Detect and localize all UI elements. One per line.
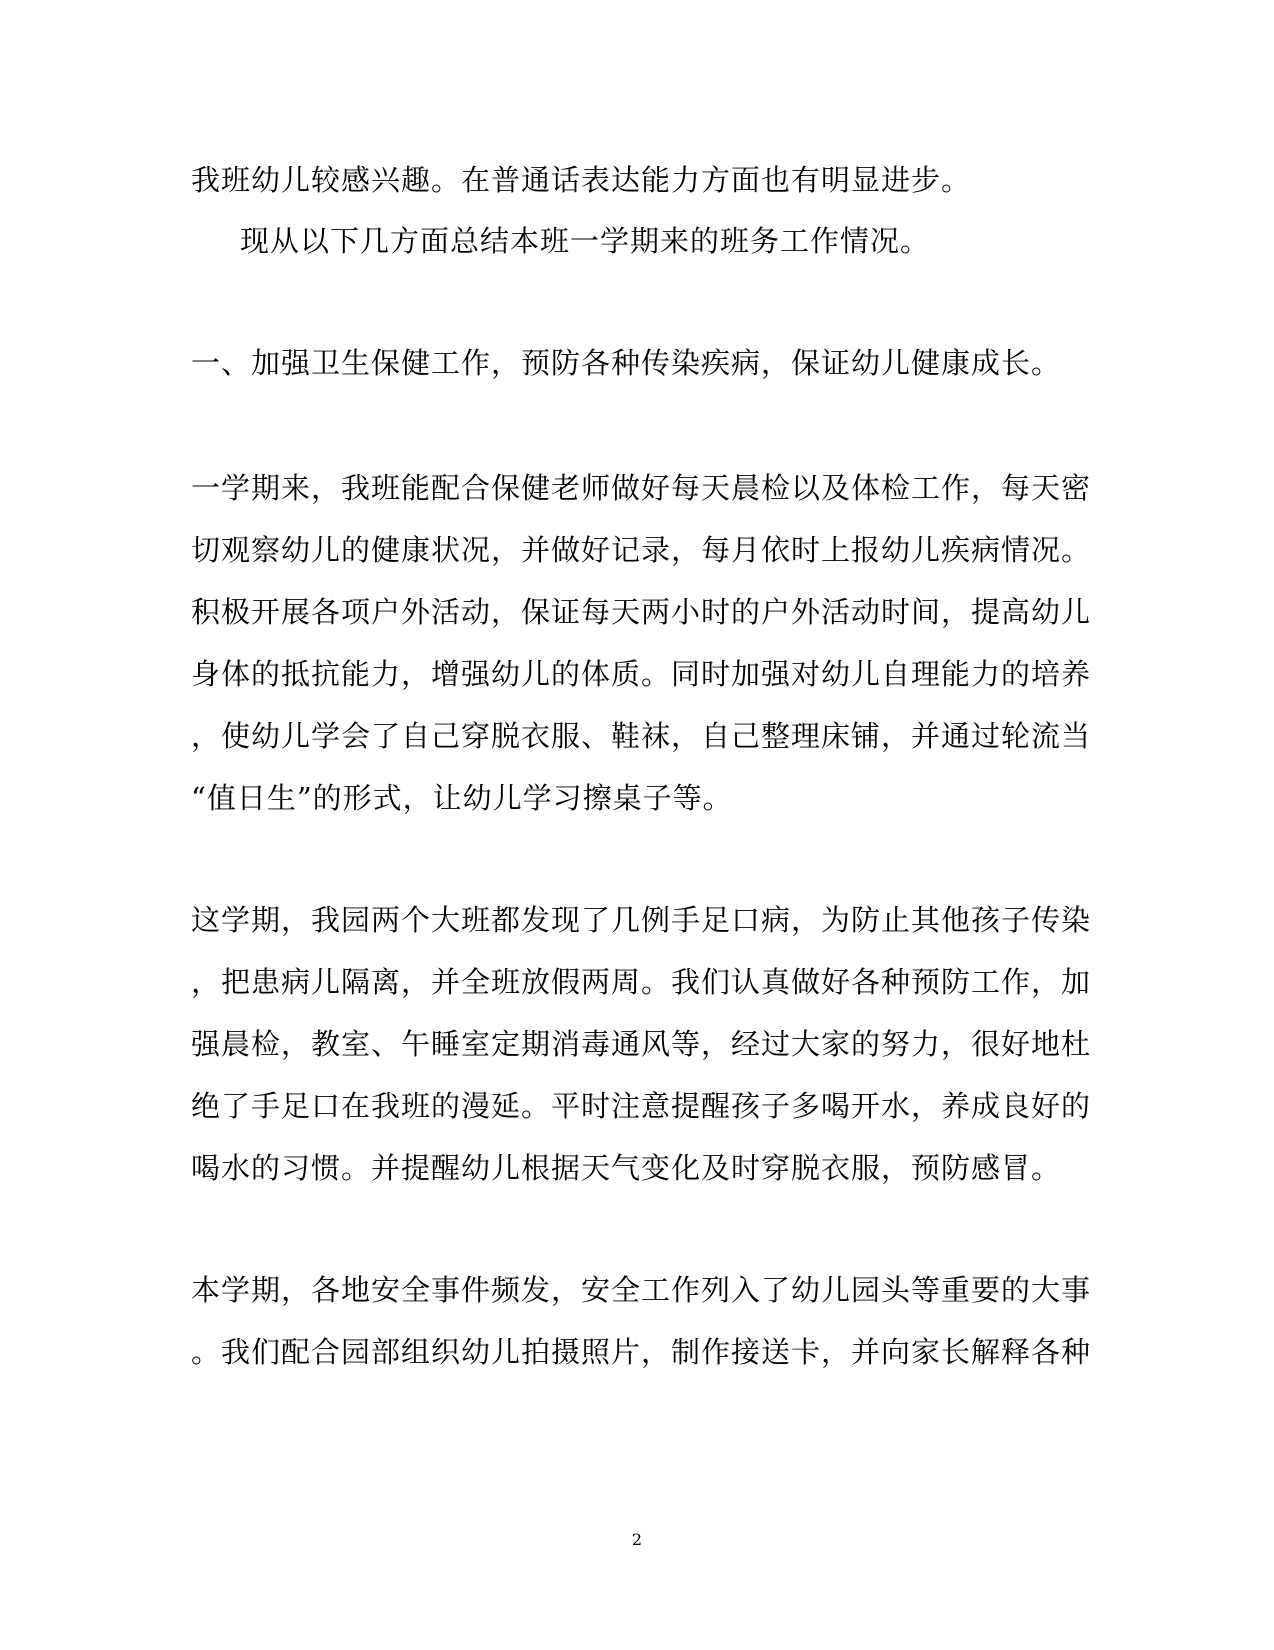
- page-number: 2: [631, 1530, 643, 1549]
- text-line: “值日生”的形式，让幼儿学习擦桌子等。: [191, 781, 733, 815]
- text-line: 我班幼儿较感兴趣。在普通话表达能力方面也有明显进步。: [191, 163, 972, 197]
- text-line: ，把患病儿隔离，并全班放假两周。我们认真做好各种预防工作，加: [191, 965, 1092, 999]
- text-line: 本学期，各地安全事件频发，安全工作列入了幼儿园头等重要的大事: [191, 1273, 1092, 1307]
- text-line: 这学期，我园两个大班都发现了几例手足口病，为防止其他孩子传染: [191, 903, 1092, 937]
- text-line: ，使幼儿学会了自己穿脱衣服、鞋袜，自己整理床铺，并通过轮流当: [191, 719, 1092, 753]
- text-line: 绝了手足口在我班的漫延。平时注意提醒孩子多喝开水，养成良好的: [191, 1089, 1092, 1123]
- text-line: 现从以下几方面总结本班一学期来的班务工作情况。: [240, 224, 931, 258]
- section-heading: 一、加强卫生保健工作，预防各种传染疾病，保证幼儿健康成长。: [191, 346, 1062, 380]
- text-line: 切观察幼儿的健康状况，并做好记录，每月依时上报幼儿疾病情况。: [191, 533, 1092, 567]
- text-line: 积极开展各项户外活动，保证每天两小时的户外活动时间，提高幼儿: [191, 595, 1092, 629]
- text-line: 。我们配合园部组织幼儿拍摄照片，制作接送卡，并向家长解释各种: [191, 1335, 1092, 1369]
- text-line: 喝水的习惯。并提醒幼儿根据天气变化及时穿脱衣服，预防感冒。: [191, 1151, 1062, 1185]
- text-line: 强晨检，教室、午睡室定期消毒通风等，经过大家的努力，很好地杜: [191, 1027, 1092, 1061]
- text-line: 身体的抵抗能力，增强幼儿的体质。同时加强对幼儿自理能力的培养: [191, 657, 1092, 691]
- text-line: 一学期来，我班能配合保健老师做好每天晨检以及体检工作，每天密: [191, 471, 1092, 505]
